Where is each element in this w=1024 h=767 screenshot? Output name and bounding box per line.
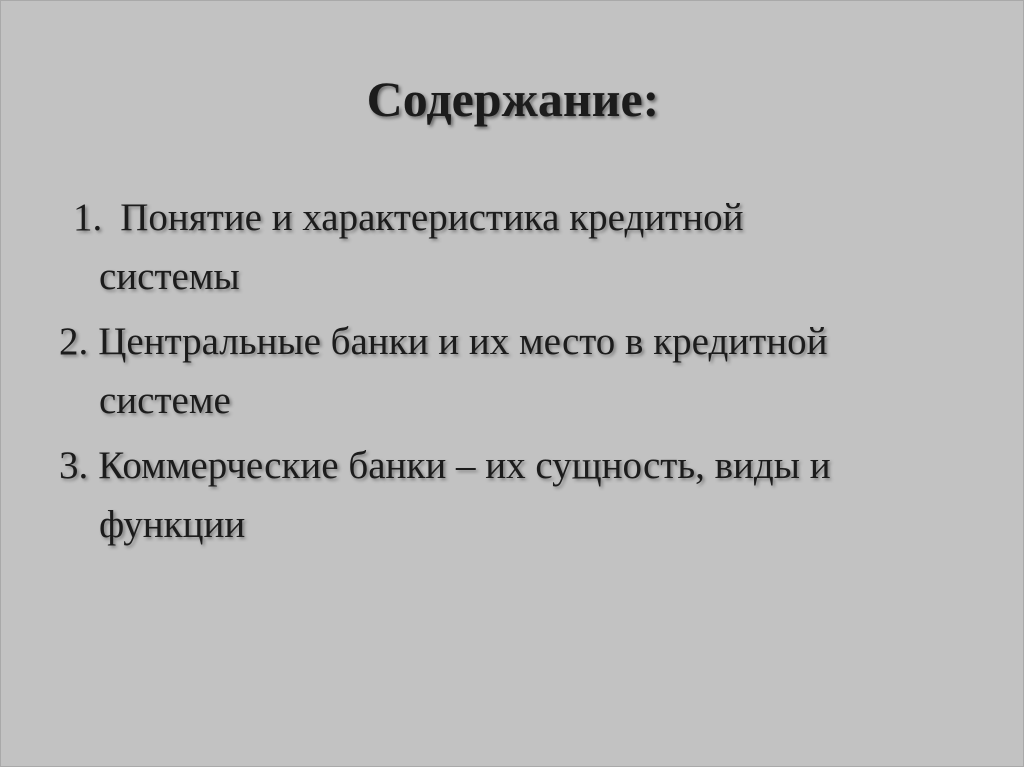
contents-item-1-line-1 (1, 188, 931, 247)
contents-item-3-line-1 (1, 436, 931, 495)
contents-item-1 (1, 188, 931, 306)
contents-item-3 (1, 436, 931, 554)
contents-item-1-text: Понятие и характеристика кредитной (120, 196, 744, 239)
slide-title: Содержание: (366, 71, 660, 127)
contents-item-3-text: Коммерческие банки – их сущность, виды и (98, 444, 831, 487)
contents-item-2-line-1 (1, 312, 931, 371)
contents-item-2-text: Центральные банки и их место в кредитной (98, 320, 828, 363)
contents-item-3-line-2: функции (99, 503, 246, 546)
contents-item-2-number: 2. (59, 320, 89, 363)
contents-item-1-number: 1. (73, 196, 103, 239)
contents-item-2 (1, 312, 931, 430)
contents-list (1, 188, 1024, 560)
contents-item-2-line-2: системе (99, 379, 231, 422)
contents-item-1-line-2: системы (99, 255, 240, 298)
contents-item-3-number: 3. (59, 444, 89, 487)
